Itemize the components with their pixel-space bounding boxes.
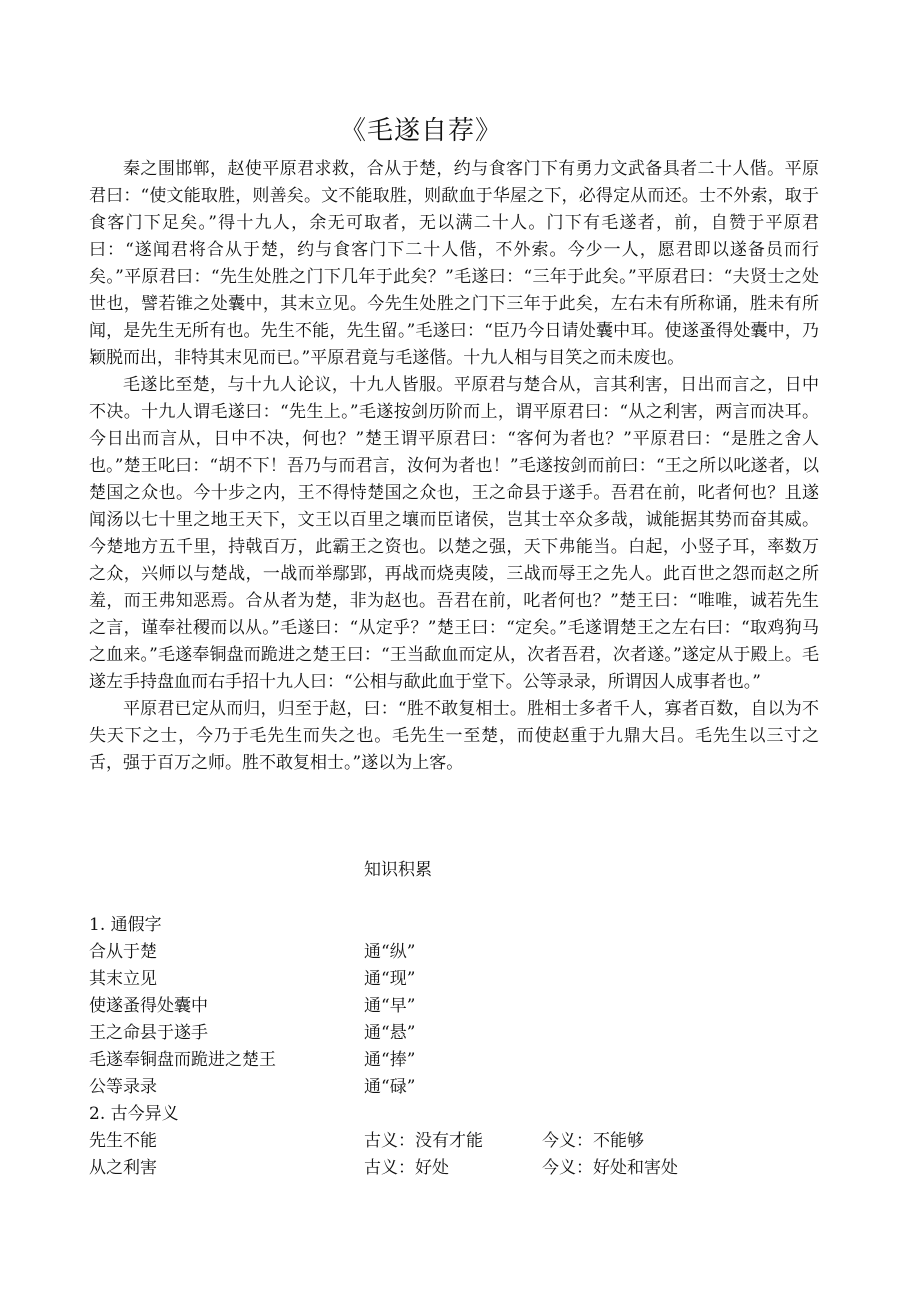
gujin-heading: 2. 古今异义 — [89, 1104, 179, 1124]
list-item — [89, 993, 819, 1020]
list-item — [89, 939, 819, 966]
phrase: 使遂蚤得处囊中 — [89, 996, 208, 1016]
paragraph: 毛遂比至楚，与十九人论议，十九人皆服。平原君与楚合从，言其利害，日出而言之，日中不决。十九人谓毛遂曰：“先生上。”毛遂按剑历阶而上，谓平原君曰：“从之利害，两言而决耳。今日出而言从，日中不决，何也？”楚王谓平原君曰：“客何为者也？”平原君曰：“是胜之舍人也。”楚王叱曰：“胡不下！吾乃与而君言，汝何为者也！”毛遂按剑而前曰：“王之所以叱遂者，以楚国之众也。今十步之内，王不得恃楚国之众也，王之命县于遂手。吾君在前，叱者何也？且遂闻汤以七十里之地王天下，文王以百里之壤而臣诸侯，岂其士卒众多哉，诚能据其势而奋其威。今楚地方五千里，持戟百万，此霸王之资也。以楚之强，天下弗能当。白起，小竖子耳，率数万之众，兴师以与楚战，一战而举鄢郢，再战而烧夷陵，三战而辱王之先人。此百世之怨而赵之所羞，而王弗知恶焉。合从者为楚，非为赵也。吾君在前，叱者何也？”楚王曰：“唯唯，诚若先生之言，谨奉社稷而以从。”毛遂曰：“从定乎？”楚王曰：“定矣。”毛遂谓楚王之左右曰：“取鸡狗马之血来。”毛遂奉铜盘而跪进之楚王曰：“王当歃血而定从，次者吾君，次者遂。”遂定从于殿上。毛遂左手持盘血而右手招十九人曰：“公相与歃此血于堂下。公等录录，所谓因人成事者也。” — [89, 375, 819, 692]
phrase: 合从于楚 — [89, 942, 157, 962]
tongjia-note: 通“悬” — [364, 1023, 416, 1043]
phrase: 先生不能 — [89, 1131, 157, 1151]
article-body — [89, 156, 819, 777]
document-title: 《毛遂自荐》 — [339, 116, 502, 146]
list-item — [89, 1155, 819, 1182]
knowledge-notes — [89, 912, 819, 1182]
list-item — [89, 1020, 819, 1047]
knowledge-heading: 知识积累 — [364, 860, 432, 880]
tongjia-heading: 1. 通假字 — [89, 915, 162, 935]
tongjia-note: 通“捧” — [364, 1050, 416, 1070]
phrase: 公等录录 — [89, 1077, 157, 1097]
phrase: 从之利害 — [89, 1158, 157, 1178]
paragraph: 平原君已定从而归，归至于赵，曰：“胜不敢复相士。胜相士多者千人，寡者百数，自以为不失天下之士，今乃于毛先生而失之也。毛先生一至楚，而使赵重于九鼎大吕。毛先生以三寸之舌，强于百万之师。胜不敢复相士。”遂以为上客。 — [89, 699, 819, 773]
ancient-meaning: 古义：没有才能 — [364, 1131, 483, 1151]
tongjia-note: 通“碌” — [364, 1077, 416, 1097]
list-item — [89, 966, 819, 993]
tongjia-note: 通“纵” — [364, 942, 416, 962]
list-item — [89, 1074, 819, 1101]
paragraph: 秦之围邯郸，赵使平原君求救，合从于楚，约与食客门下有勇力文武备具者二十人偕。平原君曰：“使文能取胜，则善矣。文不能取胜，则歃血于华屋之下，必得定从而还。士不外索，取于食客门下足矣。”得十九人，余无可取者，无以满二十人。门下有毛遂者，前，自赞于平原君曰：“遂闻君将合从于楚，约与食客门下二十人偕，不外索。今少一人，愿君即以遂备员而行矣。”平原君曰：“先生处胜之门下几年于此矣？”毛遂曰：“三年于此矣。”平原君曰：“夫贤士之处世也，譬若锥之处囊中，其末立见。今先生处胜之门下三年于此矣，左右未有所称诵，胜未有所闻，是先生无所有也。先生不能，先生留。”毛遂曰：“臣乃今日请处囊中耳。使遂蚤得处囊中，乃颖脱而出，非特其末见而已。”平原君竟与毛遂偕。十九人相与目笑之而未废也。 — [89, 159, 819, 368]
tongjia-note: 通“现” — [364, 969, 416, 989]
list-item — [89, 1047, 819, 1074]
tongjia-note: 通“早” — [364, 996, 416, 1016]
modern-meaning: 今义：好处和害处 — [542, 1158, 678, 1178]
modern-meaning: 今义：不能够 — [542, 1131, 644, 1151]
list-item — [89, 1128, 819, 1155]
ancient-meaning: 古义：好处 — [364, 1158, 449, 1178]
phrase: 王之命县于遂手 — [89, 1023, 208, 1043]
phrase: 其末立见 — [89, 969, 157, 989]
phrase: 毛遂奉铜盘而跪进之楚王 — [89, 1050, 276, 1070]
